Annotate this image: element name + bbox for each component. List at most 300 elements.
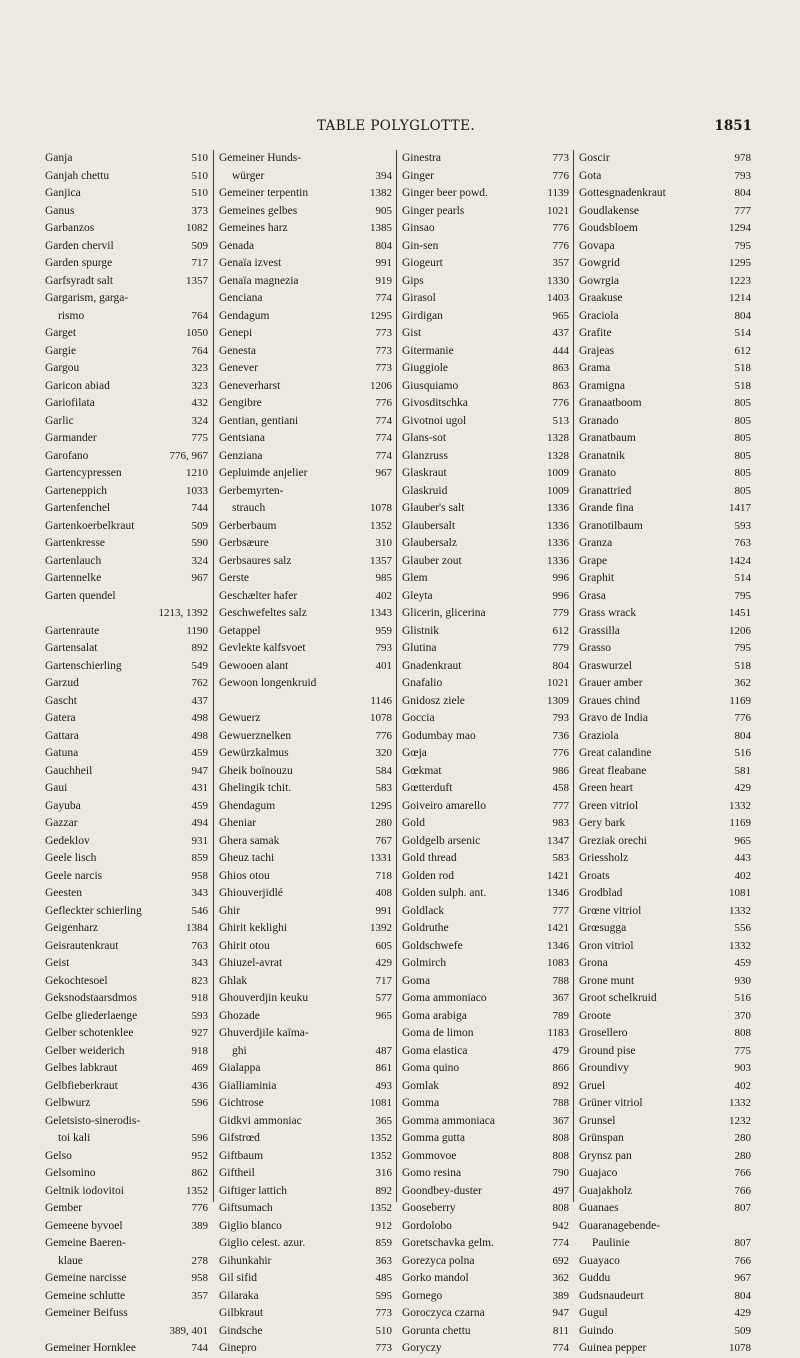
index-entry — [397, 273, 571, 291]
index-entry — [40, 1060, 210, 1078]
entry-page-ref: 776 — [552, 747, 569, 759]
index-entry — [214, 868, 394, 886]
entry-term: ghi — [232, 1044, 247, 1057]
entry-term: Goma elastica — [402, 1044, 468, 1057]
entry-page-ref: 808 — [734, 1027, 751, 1039]
index-entry — [40, 1235, 210, 1253]
index-entry — [574, 238, 753, 256]
entry-term: Greziak orechi — [579, 834, 648, 847]
entry-term: Gariofilata — [45, 397, 95, 409]
entry-term: Gommovoe — [402, 1149, 457, 1162]
entry-page-ref: 774 — [375, 414, 392, 427]
entry-term: Gartenkresse — [45, 537, 106, 549]
entry-term: Grassilla — [579, 624, 620, 637]
index-entry — [397, 413, 571, 431]
entry-page-ref: 389 — [191, 1219, 208, 1232]
index-entry — [214, 448, 394, 466]
entry-page-ref: 764 — [191, 309, 208, 322]
entry-page-ref: 958 — [191, 1272, 208, 1284]
index-entry — [214, 990, 394, 1008]
index-entry — [214, 500, 394, 518]
entry-term: Glaubersalt — [402, 519, 456, 532]
entry-page-ref: 367 — [552, 1114, 569, 1127]
index-entry — [214, 710, 394, 728]
entry-term: Green heart — [579, 782, 633, 794]
entry-page-ref: 362 — [734, 677, 751, 689]
entry-term: Gialliaminia — [219, 1079, 277, 1092]
index-entry — [40, 1323, 210, 1341]
index-entry — [397, 220, 571, 238]
entry-term: Gowrgia — [579, 274, 620, 287]
entry-page-ref: 1330 — [547, 274, 569, 287]
entry-page-ref: 310 — [375, 537, 392, 549]
entry-page-ref: 408 — [375, 887, 392, 899]
entry-term: Gentsiana — [219, 432, 265, 444]
entry-term: Gewoon longenkruid — [219, 677, 317, 689]
entry-page-ref: 918 — [191, 992, 208, 1004]
entry-page-ref: 429 — [734, 1307, 751, 1319]
entry-page-ref: 556 — [734, 922, 751, 934]
index-entry — [574, 955, 753, 973]
entry-term: Ginger — [402, 169, 434, 182]
index-entry — [397, 308, 571, 326]
index-entry — [40, 693, 210, 711]
index-entry — [214, 780, 394, 798]
entry-page-ref: 362 — [552, 1272, 569, 1284]
entry-page-ref: 324 — [191, 554, 208, 567]
entry-term: Gilbkraut — [219, 1307, 264, 1319]
entry-page-ref: 324 — [191, 414, 208, 427]
index-entry — [397, 1130, 571, 1148]
index-entry — [574, 1113, 753, 1131]
index-entry — [40, 220, 210, 238]
entry-page-ref: 804 — [734, 187, 751, 199]
entry-term: Goldlack — [402, 904, 445, 917]
index-entry — [397, 780, 571, 798]
index-entry — [214, 1130, 394, 1148]
entry-term: Gewürzkalmus — [219, 747, 289, 759]
entry-page-ref: 365 — [375, 1114, 392, 1127]
entry-term: Ghir — [219, 904, 241, 917]
index-entry — [214, 185, 394, 203]
entry-page-ref: 1347 — [547, 834, 569, 847]
index-entry — [214, 798, 394, 816]
index-entry — [397, 255, 571, 273]
entry-term: Genaïa izvest — [219, 257, 282, 269]
index-entry — [574, 605, 753, 623]
entry-term: Gelber schotenklee — [45, 1027, 134, 1039]
entry-page-ref: 918 — [191, 1044, 208, 1057]
index-entry — [397, 885, 571, 903]
entry-term: Grünspan — [579, 1132, 624, 1144]
entry-page-ref: 866 — [552, 1062, 569, 1074]
entry-page-ref: 518 — [734, 362, 751, 374]
index-entry — [214, 203, 394, 221]
entry-term: Ghirit keklighi — [219, 922, 288, 934]
entry-page-ref: 280 — [375, 817, 392, 829]
entry-term: Gœja — [402, 747, 427, 759]
entry-term: Glaskraut — [402, 467, 447, 479]
index-entry — [214, 1095, 394, 1113]
entry-page-ref: 1295 — [370, 309, 392, 322]
entry-term: Gordolobo — [402, 1219, 452, 1232]
index-entry — [397, 203, 571, 221]
entry-page-ref: 1332 — [729, 799, 751, 812]
entry-page-ref: 1295 — [370, 799, 392, 812]
entry-page-ref: 370 — [734, 1009, 751, 1022]
index-entry — [40, 868, 210, 886]
entry-page-ref: 1357 — [370, 554, 392, 567]
entry-term: Gefleckter schierling — [45, 904, 142, 917]
entry-term: Gottesgnadenkraut — [579, 187, 666, 199]
index-entry — [397, 850, 571, 868]
index-entry — [40, 833, 210, 851]
entry-term: Garzud — [45, 677, 79, 689]
entry-page-ref: 469 — [191, 1062, 208, 1074]
entry-term: Gewuerz — [219, 712, 261, 724]
entry-page-ref: 773 — [375, 344, 392, 357]
entry-term: Graues chind — [579, 694, 640, 707]
index-entry — [40, 570, 210, 588]
entry-term: Giftbaum — [219, 1149, 264, 1162]
index-entry — [40, 273, 210, 291]
entry-term: Guajakholz — [579, 1184, 633, 1197]
index-entry — [40, 850, 210, 868]
entry-term: Gauchheil — [45, 764, 93, 777]
entry-term: Grauer amber — [579, 677, 643, 689]
index-entry — [40, 605, 210, 623]
entry-term: Gentian, gentiani — [219, 414, 299, 427]
index-entry — [214, 850, 394, 868]
entry-page-ref: 1183 — [547, 1027, 569, 1039]
entry-term: Grone munt — [579, 974, 635, 987]
index-entry — [40, 658, 210, 676]
index-entry — [574, 1288, 753, 1306]
entry-page-ref: 773 — [375, 362, 392, 374]
index-entry — [214, 903, 394, 921]
entry-page-ref: 1295 — [729, 257, 751, 269]
index-entry — [214, 168, 394, 186]
entry-page-ref: 930 — [734, 974, 751, 987]
index-entry — [40, 413, 210, 431]
index-entry — [574, 570, 753, 588]
entry-term: Grœsugga — [579, 922, 627, 934]
entry-page-ref: 805 — [734, 467, 751, 479]
index-entry — [574, 343, 753, 361]
entry-term: Grosellero — [579, 1027, 628, 1039]
entry-term: Gargie — [45, 344, 77, 357]
entry-page-ref: 903 — [734, 1062, 751, 1074]
index-entry — [397, 553, 571, 571]
entry-page-ref: 509 — [734, 1324, 751, 1337]
entry-term: Ganjah chettu — [45, 169, 110, 182]
index-entry — [397, 1095, 571, 1113]
entry-page-ref: 859 — [191, 852, 208, 864]
entry-page-ref: 509 — [191, 519, 208, 532]
entry-page-ref: 763 — [734, 537, 751, 549]
entry-term: Green vitriol — [579, 799, 639, 812]
entry-page-ref: 931 — [191, 834, 208, 847]
index-entry — [397, 1078, 571, 1096]
entry-term: Garden spurge — [45, 257, 113, 269]
entry-term: Gery bark — [579, 817, 626, 829]
index-entry — [397, 938, 571, 956]
entry-page-ref: 320 — [375, 747, 392, 759]
entry-term: Gorezyca polna — [402, 1254, 475, 1267]
entry-term: Grœne vitriol — [579, 904, 642, 917]
entry-term: Gheuz tachi — [219, 852, 275, 864]
entry-page-ref: 389 — [552, 1289, 569, 1302]
entry-term: Getappel — [219, 624, 261, 637]
index-entry — [574, 1130, 753, 1148]
index-entry — [214, 885, 394, 903]
entry-term: Granza — [579, 537, 613, 549]
entry-term: Goiveiro amarello — [402, 799, 486, 812]
entry-page-ref: 596 — [191, 1097, 208, 1109]
index-entry — [574, 553, 753, 571]
index-entry — [574, 465, 753, 483]
entry-page-ref: 1392 — [370, 922, 392, 934]
index-entry — [214, 623, 394, 641]
entry-term: Gold thread — [402, 852, 457, 864]
entry-term: Girdigan — [402, 309, 443, 322]
entry-term: Gatera — [45, 712, 76, 724]
index-entry — [574, 360, 753, 378]
index-entry — [574, 1060, 753, 1078]
entry-page-ref: 1078 — [370, 712, 392, 724]
index-entry — [214, 1200, 394, 1218]
entry-page-ref: 777 — [734, 204, 751, 217]
entry-term: Gugul — [579, 1307, 608, 1319]
index-entry — [397, 920, 571, 938]
entry-page-ref: 1424 — [729, 554, 751, 567]
index-entry — [397, 343, 571, 361]
index-entry — [397, 1235, 571, 1253]
entry-page-ref: 996 — [552, 572, 569, 584]
index-entry — [574, 395, 753, 413]
entry-term: Geltnik iodovitoi — [45, 1184, 124, 1197]
index-entry — [397, 395, 571, 413]
entry-term: Golmirch — [402, 957, 447, 969]
index-entry — [40, 1113, 210, 1131]
entry-page-ref: 510 — [191, 152, 208, 164]
entry-term: Gartenfenchel — [45, 502, 111, 514]
index-entry — [214, 290, 394, 308]
entry-term: Gron vitriol — [579, 939, 634, 952]
entry-term: Gips — [402, 274, 424, 287]
entry-page-ref: 766 — [734, 1167, 751, 1179]
entry-term: Glauber's salt — [402, 502, 465, 514]
index-entry — [40, 1130, 210, 1148]
entry-page-ref: 459 — [191, 799, 208, 812]
index-entry — [214, 1165, 394, 1183]
entry-page-ref: 514 — [734, 572, 751, 584]
entry-term: Golden rod — [402, 869, 455, 882]
entry-term: Geksnodstaarsdmos — [45, 992, 137, 1004]
entry-term: Gramigna — [579, 379, 625, 392]
index-entry — [40, 1183, 210, 1201]
entry-term: Goretschavka gelm. — [402, 1237, 494, 1249]
index-entry — [397, 1305, 571, 1323]
index-entry — [40, 588, 210, 606]
entry-page-ref: 1169 — [729, 817, 751, 829]
entry-term: Granattried — [579, 484, 632, 497]
entry-term: Grama — [579, 362, 611, 374]
entry-term: Gemeine schlutte — [45, 1289, 126, 1302]
entry-page-ref: 514 — [734, 327, 751, 339]
entry-page-ref: 1417 — [729, 502, 751, 514]
index-entry — [214, 325, 394, 343]
entry-page-ref: 1328 — [547, 432, 569, 444]
index-entry — [574, 255, 753, 273]
entry-term: Graakuse — [579, 292, 623, 304]
entry-page-ref: 996 — [552, 589, 569, 602]
index-entry — [214, 1218, 394, 1236]
index-entry — [214, 238, 394, 256]
entry-page-ref: 1213, 1392 — [158, 607, 208, 619]
entry-term: Gatuna — [45, 747, 79, 759]
entry-term: Goudlakense — [579, 204, 640, 217]
entry-page-ref: 431 — [191, 782, 208, 794]
entry-term: Gelso — [45, 1149, 72, 1162]
index-entry — [40, 290, 210, 308]
entry-page-ref: 1346 — [547, 939, 569, 952]
entry-term: Granotilbaum — [579, 519, 643, 532]
entry-term: Goccia — [402, 712, 435, 724]
entry-term: Garden chervil — [45, 239, 114, 252]
index-entry — [397, 588, 571, 606]
entry-term: Giftiger lattich — [219, 1184, 288, 1197]
entry-page-ref: 1352 — [186, 1184, 208, 1197]
entry-page-ref: 862 — [191, 1167, 208, 1179]
entry-term: Gichtrose — [219, 1097, 264, 1109]
entry-term: Groot schelkruid — [579, 992, 657, 1004]
entry-page-ref: 363 — [375, 1254, 392, 1267]
index-entry — [40, 798, 210, 816]
entry-term: Goma arabiga — [402, 1009, 467, 1022]
entry-term: Gil sifid — [219, 1272, 258, 1284]
entry-page-ref: 323 — [191, 379, 208, 392]
entry-term: Goma — [402, 974, 431, 987]
entry-term: Goma de limon — [402, 1027, 474, 1039]
entry-page-ref: 429 — [734, 782, 751, 794]
index-entry — [574, 833, 753, 851]
index-entry — [397, 1148, 571, 1166]
entry-page-ref: 788 — [552, 1097, 569, 1109]
index-entry — [397, 868, 571, 886]
entry-term: Gemeiner terpentin — [219, 187, 309, 199]
index-entry — [397, 903, 571, 921]
entry-term: Granatbaum — [579, 432, 636, 444]
index-entry — [574, 640, 753, 658]
entry-term: Ginger beer powd. — [402, 187, 488, 199]
entry-term: Graciola — [579, 309, 619, 322]
entry-term: Gerste — [219, 572, 250, 584]
entry-term: Gargou — [45, 362, 80, 374]
index-entry — [214, 220, 394, 238]
index-entry — [574, 973, 753, 991]
entry-page-ref: 389, 401 — [169, 1324, 208, 1337]
entry-term: Genever — [219, 362, 258, 374]
index-entry — [397, 1060, 571, 1078]
index-entry — [40, 1148, 210, 1166]
entry-page-ref: 518 — [734, 659, 751, 672]
entry-page-ref: 776 — [552, 239, 569, 252]
entry-term: Gemeine Baeren- — [45, 1237, 126, 1249]
entry-term: Gascht — [45, 694, 77, 707]
entry-term: Gelbwurz — [45, 1097, 91, 1109]
entry-page-ref: 1384 — [186, 922, 208, 934]
entry-page-ref: 583 — [552, 852, 569, 864]
entry-term: Geesten — [45, 887, 83, 899]
entry-page-ref: 436 — [191, 1079, 208, 1092]
entry-page-ref: 1451 — [729, 607, 751, 619]
index-entry — [40, 710, 210, 728]
entry-term: Govapa — [579, 239, 615, 252]
index-entry — [397, 728, 571, 746]
index-entry — [40, 150, 210, 168]
entry-page-ref: 316 — [375, 1167, 392, 1179]
entry-term: Giglio blanco — [219, 1219, 282, 1232]
index-entry — [397, 1025, 571, 1043]
entry-page-ref: 1352 — [370, 519, 392, 532]
index-entry — [574, 903, 753, 921]
index-entry — [214, 1183, 394, 1201]
index-entry — [574, 500, 753, 518]
entry-page-ref: 1146 — [370, 694, 392, 707]
entry-page-ref: 343 — [191, 887, 208, 899]
entry-term: Gudsnaudeurt — [579, 1289, 644, 1302]
entry-page-ref: 429 — [375, 957, 392, 969]
entry-term: Guaranagebende- — [579, 1219, 661, 1232]
entry-term: Gemeine narcisse — [45, 1272, 127, 1284]
index-entry — [214, 1270, 394, 1288]
entry-page-ref: 1357 — [186, 274, 208, 287]
entry-term: Gewuerznelken — [219, 729, 292, 742]
entry-term: Giogeurt — [402, 257, 443, 269]
entry-page-ref: 959 — [375, 624, 392, 637]
index-entry — [574, 623, 753, 641]
entry-page-ref: 280 — [734, 1149, 751, 1162]
index-entry — [574, 868, 753, 886]
entry-page-ref: 498 — [191, 712, 208, 724]
entry-page-ref: 991 — [375, 257, 392, 269]
index-entry — [574, 483, 753, 501]
entry-page-ref: 766 — [734, 1254, 751, 1267]
index-entry — [214, 1078, 394, 1096]
entry-page-ref: 1139 — [547, 187, 569, 199]
index-entry — [40, 903, 210, 921]
index-entry — [214, 273, 394, 291]
index-entry — [214, 955, 394, 973]
entry-term: Goldruthe — [402, 922, 449, 934]
entry-page-ref: 1206 — [370, 379, 392, 392]
entry-term: Geschælter hafer — [219, 589, 298, 602]
entry-term: Gemeene byvoel — [45, 1219, 123, 1232]
index-entry — [397, 1323, 571, 1341]
entry-page-ref: 764 — [191, 344, 208, 357]
entry-page-ref: 808 — [552, 1202, 569, 1214]
index-entry — [40, 955, 210, 973]
entry-page-ref: 1309 — [547, 694, 569, 707]
entry-page-ref: 577 — [375, 992, 392, 1004]
index-entry — [574, 1218, 753, 1236]
index-entry — [214, 1340, 394, 1358]
entry-page-ref: 912 — [375, 1219, 392, 1232]
index-entry — [397, 675, 571, 693]
entry-page-ref: 605 — [375, 939, 392, 952]
index-entry — [397, 815, 571, 833]
